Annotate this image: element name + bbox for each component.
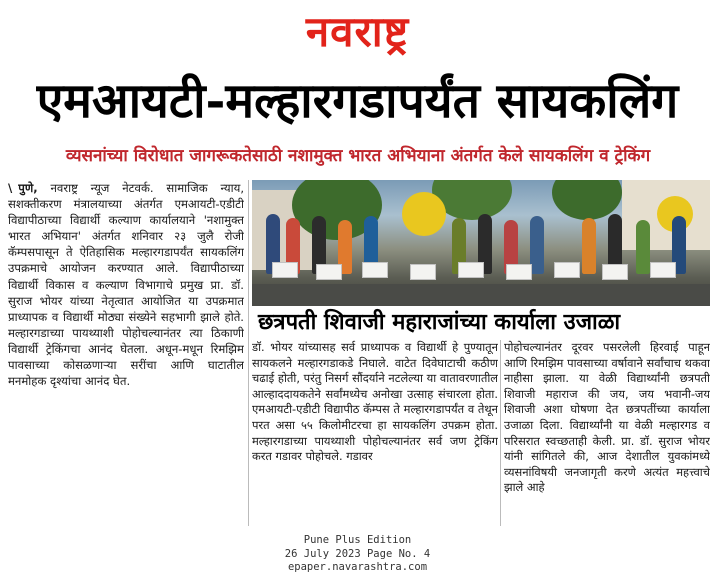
- placard-shape: [506, 264, 532, 280]
- edition-date-page: 26 July 2023 Page No. 4: [284, 547, 431, 560]
- article-subheadline: व्यसनांच्या विरोधात जागरूकतेसाठी नशामुक्त भारत अभियाना अंतर्गत केले सायकलिंग व ट्रेकिंग: [65, 146, 651, 166]
- article-headline: एमआयटी-मल्हारगडापर्यंत सायकलिंग: [36, 73, 679, 129]
- epaper-url: epaper.navarashtra.com: [287, 561, 428, 573]
- group-photo-icon: [252, 180, 710, 306]
- agency-credit: नवराष्ट्र न्यूज नेटवर्क.: [50, 181, 154, 195]
- column-divider: [500, 340, 501, 526]
- dateline: पुणे,: [18, 181, 38, 195]
- masthead: [0, 0, 715, 64]
- article-body-middle: डॉ. भोयर यांच्यासह सर्व प्राध्यापक व विद्यार्थी हे पुण्यातून सायकलने मल्हारगडाकडे निघाले. वाटेत दिवेघाटाची कठीण चढाई होती, परंतु निसर्ग सौंदर्याने नटलेल्या या वातावरणातील आल्हाददायकतेने सर्वांमध्येच अनोखा उत्साह संचारला होता. एमआयटी-एडीटी विद्यापीठ कॅम्पस ते मल्हारगडापर्यंत व तेथून परत असा ५५ किलोमीटरचा हा सायकलिंग उपक्रम होता. मल्हारगडाच्या पायथ्याशी पोहोचल्यानंतर सर्व जण ट्रेकिंग करत गडावर पोहोचले. गडावर: [252, 340, 498, 464]
- placard-shape: [362, 262, 388, 278]
- banner-shape: [402, 192, 446, 236]
- person-shape: [530, 216, 544, 274]
- placard-shape: [272, 262, 298, 278]
- placard-shape: [410, 264, 436, 280]
- dateline-marker-icon: \: [8, 181, 13, 195]
- placard-shape: [554, 262, 580, 278]
- newspaper-logo: नवराष्ट्र: [305, 7, 410, 56]
- article-column-left: [8, 180, 244, 526]
- person-shape: [582, 218, 596, 274]
- section-heading: छत्रपती शिवाजी महाराजांच्या कार्याला उजाळा: [252, 308, 710, 338]
- placard-shape: [650, 262, 676, 278]
- column-divider: [248, 180, 249, 526]
- road-shape: [252, 284, 710, 306]
- article-column-right: [504, 340, 710, 526]
- placard-shape: [602, 264, 628, 280]
- person-shape: [636, 220, 650, 274]
- article-column-middle: [252, 340, 498, 526]
- article-body-right: पोहोचल्यानंतर दूरवर पसरलेली हिरवाई पाहून आणि रिमझिम पावसाच्या वर्षावाने सर्वांचाच थकवा नाहीसा झाला. या वेळी विद्यार्थ्यांनी छत्रपती शिवाजी महाराज की जय, जय भवानी-जय शिवाजी अशा घोषणा देत छत्रपतींच्या कार्याला उजाळा दिला. विद्यार्थ्यांनी या वेळी मल्हारगड व परिसरात स्वच्छताही केली. प्रा. डॉ. सुराज भोयर यांनी सांगितले की, आज देशातील युवकांमध्ये व्यसनांविषयी जनजागृती करणे अत्यंत महत्त्वाचे झाले आहे: [504, 340, 710, 495]
- placard-shape: [458, 262, 484, 278]
- page-footer: [0, 530, 715, 582]
- edition-name: Pune Plus Edition: [303, 534, 412, 546]
- placard-shape: [316, 264, 342, 280]
- article-body-left: सामाजिक न्याय, सशक्तीकरण मंत्रालयाच्या अंतर्गत एमआयटी-एडीटी विद्यापीठाच्या विद्यार्थी कल्याण कार्यालयाने 'नशामुक्त भारत अभियान' अंतर्गत शनिवार २३ जुलै रोजी कॅम्पसपासून ते ऐतिहासिक मल्हारगडापर्यंत सायकलिंग उपक्रमाचे आयोजन करण्यात आले. विद्यापीठाच्या विद्यार्थी विकास व कल्याण विभागाचे प्रमुख प्रा. डॉ. सुराज भोयर यांच्या नेतृत्वात आयोजित या उपक्रमात प्राध्यापक व विद्यार्थी मोठ्या संख्येने सहभागी झाले होते. मल्हारगडाच्या पायथ्याशी पोहोचल्यानंतर त्या ठिकाणी विद्यार्थी ट्रेकिंगचा आनंद घेतला. अधून-मधून रिमझिम पावसाच्या कोसळणाऱ्या सरींचा आणि घाटातील मनमोहक दृश्यांचा आनंद घेत.: [8, 181, 244, 389]
